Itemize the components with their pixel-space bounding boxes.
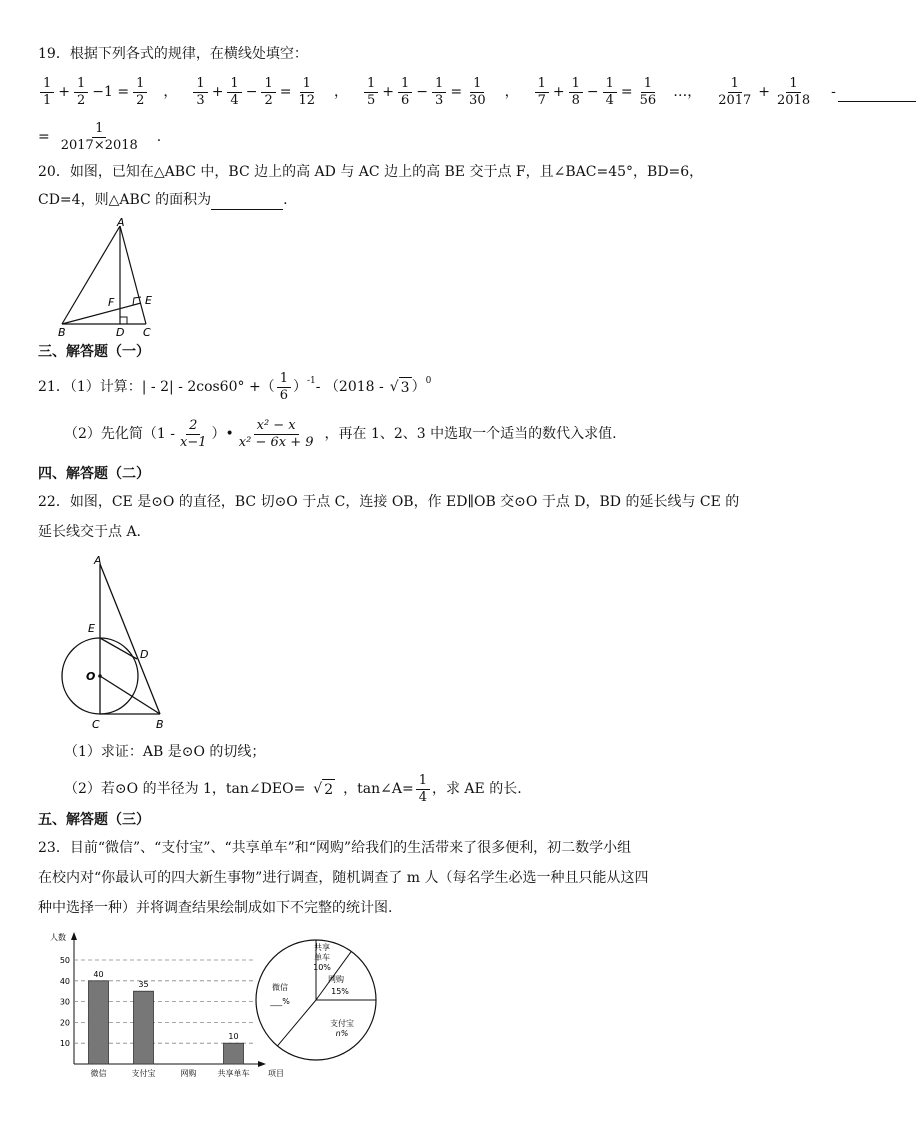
fraction: $\frac{1}{6}$ [277,371,291,404]
label-A: A [94,554,102,567]
fraction: $\frac{1}{2017\times 2018}$ [60,120,138,153]
y-tick-label: 10 [59,1039,70,1049]
section-3-title: 三、解答题（一） [38,344,150,360]
x-tick-label: 共享单车 [217,1069,250,1078]
q20-text: 20．如图，已知在△ABC 中，BC 边上的高 AD 与 AC 边上的高 BE 交于点 F，且∠BAC=45°，BD=6， [38,164,704,180]
label-B: B [58,326,66,339]
fraction: $\frac{1}{3}$ [193,76,207,109]
fraction: $\frac{1}{2}$ [133,76,147,109]
y-tick-label: 30 [59,997,70,1007]
q23-text-3: 种中选择一种）并将调查结果绘制成如下不完整的统计图. [38,900,393,916]
q23-text: 23．目前“微信”、“支付宝”、“共享单车”和“网购”给我们的生活带来了很多便利，初二数学小组 [38,840,632,856]
circle-figure [74,552,184,732]
fraction: $\frac{1}{2}$ [74,76,88,109]
section-4-title: 四、解答题（二） [38,466,150,482]
fraction: $\frac{1}{2018}$ [777,75,811,108]
fraction: $\frac{1}{7}$ [535,76,549,109]
label-F: F [108,296,115,309]
fraction: $\frac{1}{2}$ [261,76,275,109]
fraction: $\frac{1}{30}$ [469,75,486,108]
label-C: C [92,718,100,731]
fraction: $\frac{1}{5}$ [364,76,378,109]
section-5-title: 五、解答题（三） [38,812,150,828]
bar-chart [46,926,286,1084]
pie-label-共享单车: 单车 [314,953,330,962]
pie-label-共享单车: 10% [313,963,331,972]
y-tick-label: 50 [59,956,70,965]
label-B: B [156,718,164,731]
fraction: $\frac{1}{4}$ [227,76,241,109]
pie-label-网购: 网购 [328,975,344,984]
q22-text-2: 延长线交于点 A. [38,524,142,540]
y-tick-label: 40 [59,976,70,986]
q20-text-2: CD=4，则△ABC 的面积为 . [38,192,288,208]
bar-支付宝 [134,991,154,1064]
x-tick-label: 网购 [180,1069,197,1078]
fraction: $\frac{2}{x-1}$ [180,417,207,450]
fraction: $\frac{1}{4}$ [416,773,430,806]
fraction: $\frac{1}{4}$ [603,76,617,109]
label-D: D [116,326,125,339]
x-tick-label: 微信 [90,1069,107,1078]
bar-value-label: 10 [228,1032,239,1042]
fraction: $\frac{1}{1}$ [40,76,54,109]
pie-label-支付宝: 支付宝 [330,1019,354,1028]
pie-label-微信: ___% [270,997,290,1006]
y-axis-label: 人数 [50,933,66,942]
fraction: $\frac{1}{2017}$ [718,75,752,108]
bar-value-label: 35 [138,980,149,990]
q21-part2: （2）先化简（1 - $\frac{2}{x-1}$ ）• $\frac{\text{x² − x}}{\text{x² − 6x + 9}}$ ，再在 1、2、3 中选取一个适当的数代入求值. [64,417,617,450]
q21-part1: 21．（1）计算：| - 2| - 2cos60° +（ $\frac{1}{6}$ ） $^{-1}$ - （2018 - √ 3 ） $^0$ [38,370,432,403]
pie-label-网购: 15% [331,987,349,996]
q19-formulas: $\frac{1}{1}$ + $\frac{1}{2}$ −1 = $\frac{1}{2}$ ， $\frac{1}{3}$ + $\frac{1}{4}$ − $\frac{1}{2}$ = $\frac{1}{12}$ ， $\frac{1}{5}$ + $\frac{1}{6}$ − $\frac{1}{3}$ = $\frac{1}{30}$ ， $\frac{1}{7}$ + $\frac{1}{8}$ − $\frac{1}{4}$ = $\frac{1}{56}$ …， $\frac{1}{2017}$ + $\frac{1}{2018}$ - [38,72,916,112]
label-A: A [117,216,125,229]
y-tick-label: 20 [59,1018,70,1028]
label-C: C [143,326,151,339]
triangle-figure [50,214,170,338]
fraction: $\frac{1}{6}$ [398,76,412,109]
q23-text-2: 在校内对“你最认可的四大新生事物”进行调查，随机调查了 m 人（每名学生必选一种且只能从这四 [38,870,649,886]
x-tick-label: 支付宝 [131,1069,156,1078]
label-O: O [86,670,96,683]
q19-intro: 19．根据下列各式的规律，在横线处填空： [38,46,308,62]
pie-label-共享单车: 共享 [314,943,330,952]
pie-chart [252,936,382,1066]
q19-result: = $\frac{1}{2017\times 2018}$ . [38,120,162,153]
bar-共享单车 [224,1043,244,1064]
fraction: $\frac{\text{x² − x}}{\text{x² − 6x + 9}}$ [238,417,314,450]
q22-text: 22．如图，CE 是⊙O 的直径，BC 切⊙O 于点 C，连接 OB，作 ED∥OB 交⊙O 于点 D，BD 的延长线与 CE 的 [38,494,740,510]
fraction: $\frac{1}{3}$ [432,76,446,109]
bar-value-label: 40 [93,969,104,979]
q22-sub1: （1）求证：AB 是⊙O 的切线； [64,744,266,760]
bar-微信 [89,981,109,1064]
pie-label-支付宝: n% [335,1029,349,1038]
y-axis-arrow [71,932,77,940]
label-E: E [145,294,152,307]
answer-blank[interactable] [838,83,916,102]
x-axis-label: 项目 [268,1069,284,1078]
label-E: E [88,622,95,635]
pie-label-微信: 微信 [272,983,288,992]
fraction: $\frac{1}{56}$ [639,75,657,108]
label-D: D [140,648,149,661]
answer-blank[interactable] [211,193,283,210]
fraction: $\frac{1}{12}$ [298,75,315,108]
q22-sub2: （2）若⊙O 的半径为 1，tan∠DEO= √ 2 ，tan∠A= $\frac{1}{4}$ ，求 AE 的长. [64,772,522,805]
fraction: $\frac{1}{8}$ [569,76,583,109]
